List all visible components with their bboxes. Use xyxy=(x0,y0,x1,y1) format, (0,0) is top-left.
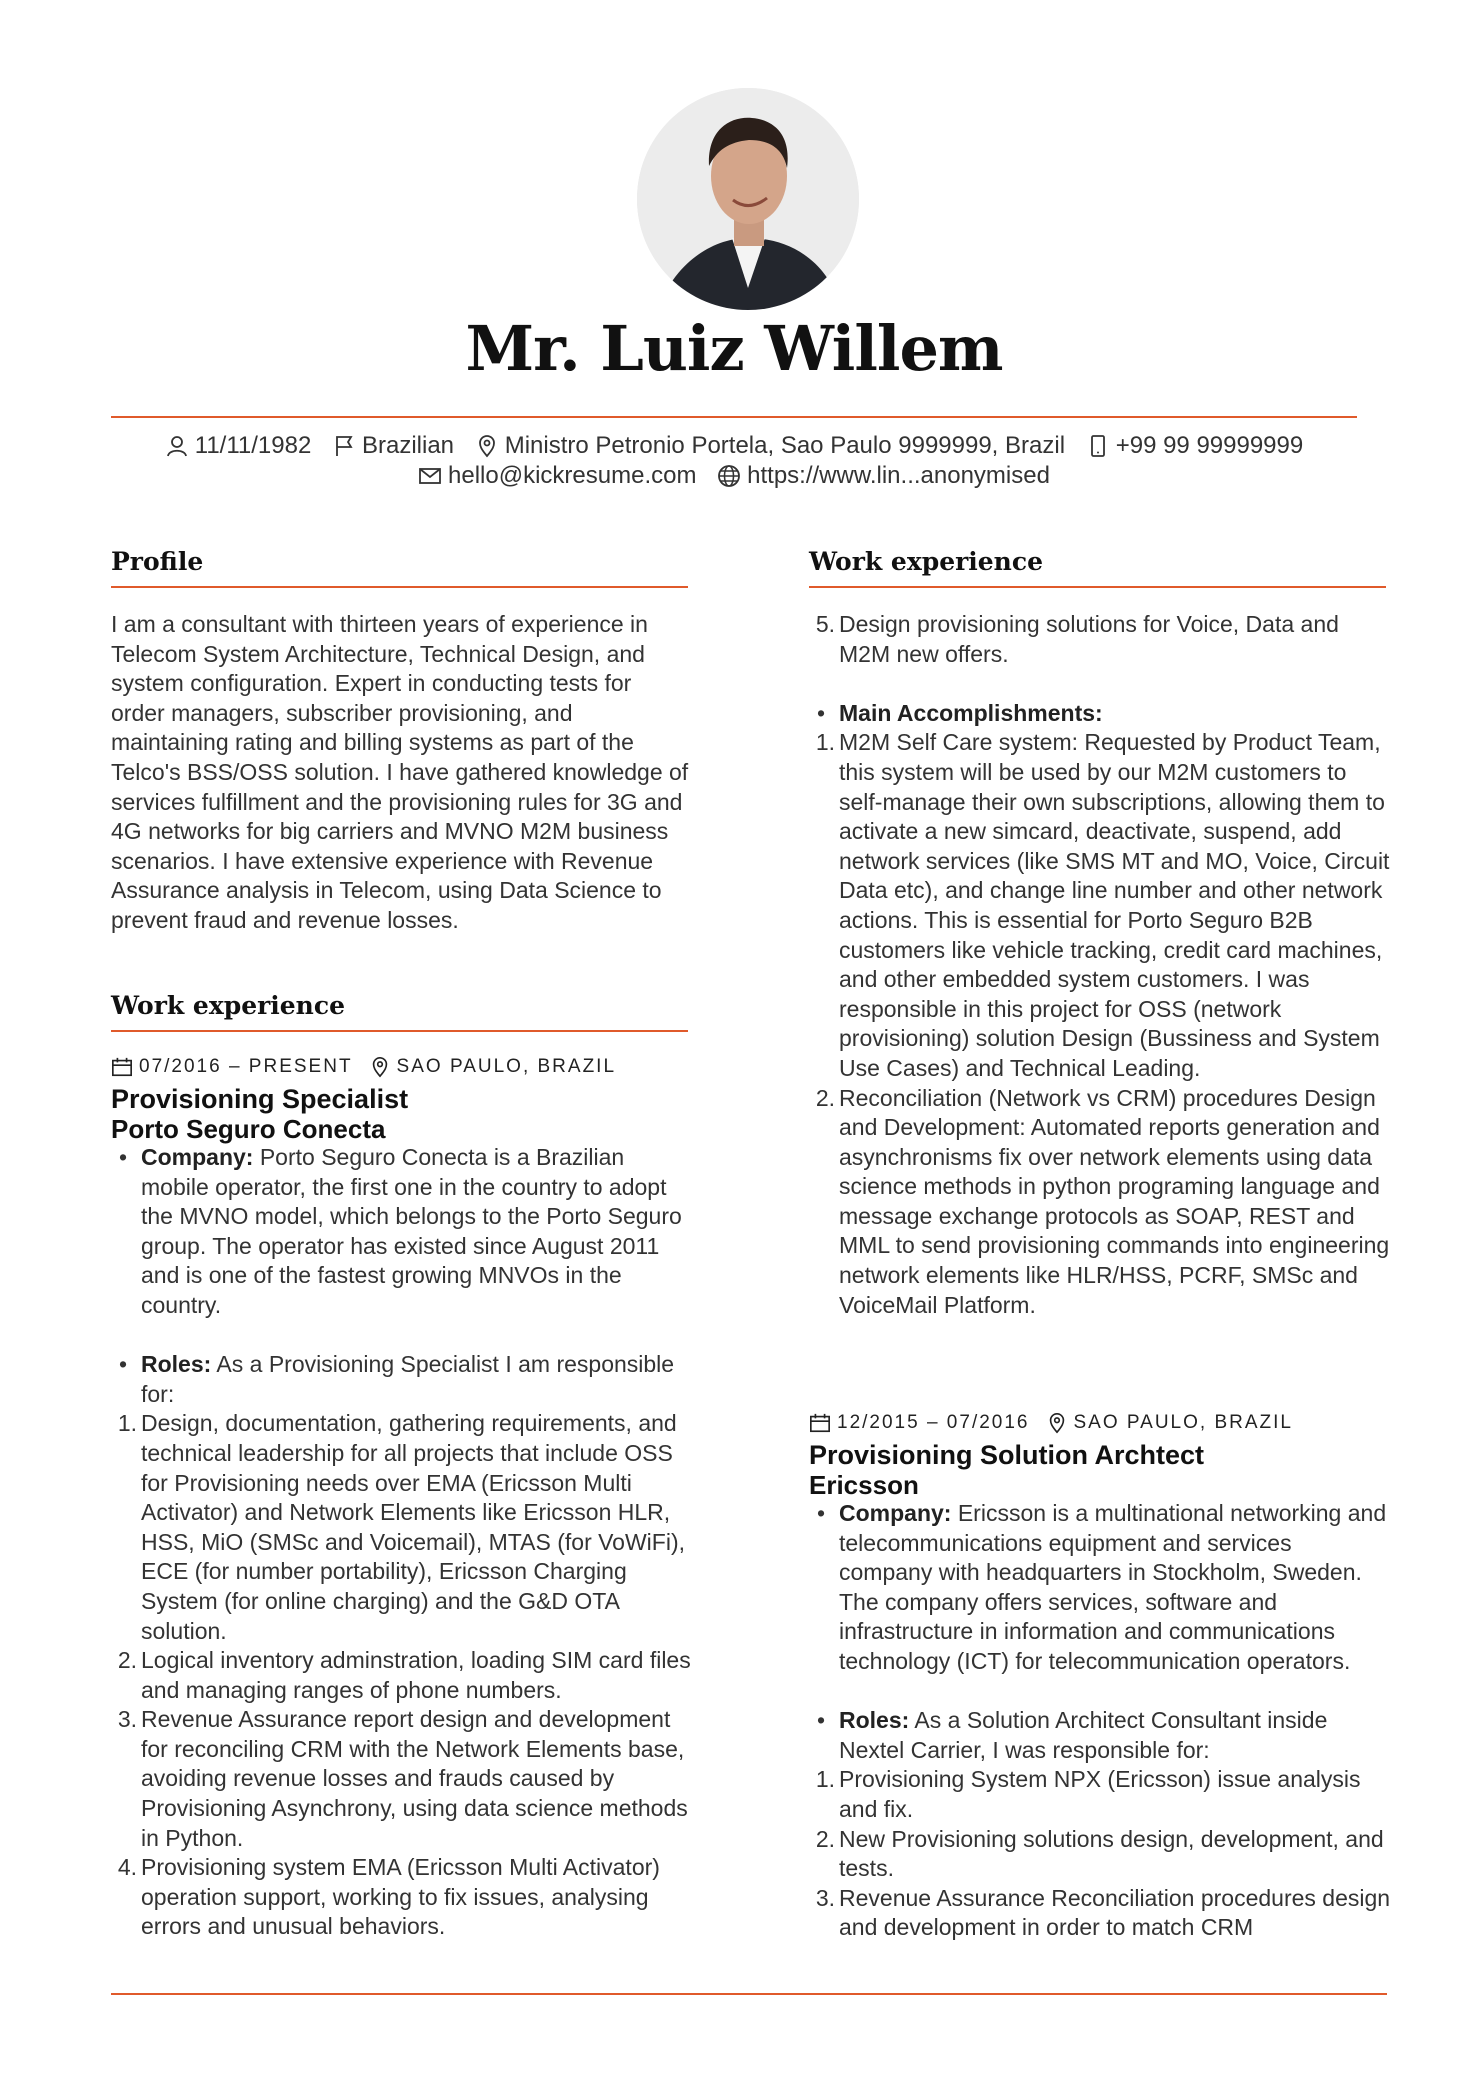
profile-heading: Profile xyxy=(111,547,204,576)
website-link[interactable]: https://www.lin...anonymised xyxy=(747,462,1050,489)
list-item: 5. Design provisioning solutions for Voice, Data and M2M new offers. xyxy=(815,611,1339,667)
email-item[interactable] xyxy=(418,462,696,490)
list-item: 1. Design, documentation, gathering requirements, and technical leadership for all projects that include OSS for Provisioning needs over EMA (Ericsson Multi Activator) and Network Elements like Ericsson HLR, HSS, MiO (SMSc and Voicemail), MTAS (for VoWiFi), ECE (for number portability), Ericsson Charging System (for online charging) and the G&D OTA solution. xyxy=(117,1410,686,1644)
website-item[interactable] xyxy=(717,462,1050,490)
accomplishments-label: Main Accomplishments: xyxy=(839,699,1103,726)
work-divider-right xyxy=(809,586,1386,588)
job2-title: Provisioning Solution Archtect xyxy=(809,1440,1205,1470)
footer-divider xyxy=(111,1993,1387,1995)
flag-icon xyxy=(332,434,356,458)
nationality-text: Brazilian xyxy=(361,432,455,459)
contact-row-2 xyxy=(0,462,1468,495)
job2-dates: 12/2015 – 07/2016 xyxy=(837,1412,1030,1433)
list-item: 3. Revenue Assurance report design and development for reconciling CRM with the Network Elements base, avoiding revenue losses and frauds caused by Provisioning Asynchrony, using data science methods in Python. xyxy=(117,1706,688,1851)
list-item: • Roles: As a Solution Architect Consultant inside Nextel Carrier, I was responsible for: xyxy=(816,1707,1328,1763)
roles-description: As a Provisioning Specialist I am responsible for: xyxy=(141,1351,675,1407)
roles-description: As a Solution Architect Consultant inside Nextel Carrier, I was responsible for: xyxy=(839,1707,1328,1763)
job1-continued xyxy=(809,610,1391,1320)
location-pin-icon xyxy=(475,434,499,458)
company-description: Ericsson is a multinational networking and telecommunications equipment and services company with headquarters in Stockholm, Sweden. The company offers services, software and infrastructure in information and communications technology (ICT) for telecommunication operators. xyxy=(839,1500,1387,1674)
globe-icon xyxy=(717,464,741,488)
list-item: • Company: Porto Seguro Conecta is a Brazilian mobile operator, the first one in the country to adopt the MVNO model, which belongs to the Porto Seguro group. The operator has existed since August 2011 and is one of the fastest growing MNVOs in the country. xyxy=(118,1144,682,1318)
location-pin-icon xyxy=(369,1056,391,1078)
full-name: Mr. Luiz Willem xyxy=(465,312,1003,385)
company-label: Company: xyxy=(839,1500,952,1526)
list-item: • Main Accomplishments: xyxy=(816,699,1103,726)
job2-meta xyxy=(809,1412,1293,1434)
profile-photo xyxy=(637,88,859,310)
job1-company: Porto Seguro Conecta xyxy=(111,1114,386,1144)
company-label: Company: xyxy=(141,1144,254,1170)
calendar-icon xyxy=(809,1412,831,1434)
job1-dates: 07/2016 – PRESENT xyxy=(139,1056,353,1077)
profile-divider xyxy=(111,586,688,588)
phone-item xyxy=(1086,432,1304,460)
list-item: 1. M2M Self Care system: Requested by Product Team, this system will be used by our M2M customers to self-manage their own subscriptions, allowing them to activate a new simcard, deactivate, suspend, add network services (like SMS MT and MO, Voice, Circuit Data etc), and change line number and other network actions. This is essential for Porto Seguro B2B customers like vehicle tracking, credit card machines, and other embedded system customers. I was responsible in this project for OSS (network provisioning) solution Design (Bussiness and System Use Cases) and Technical Leading. xyxy=(815,729,1390,1081)
work-experience-heading-left: Work experience xyxy=(111,991,345,1020)
list-item: 3. Revenue Assurance Reconciliation procedures design and development in order to match CRM xyxy=(815,1884,1391,1941)
birthdate-text: 11/11/1982 xyxy=(194,432,312,459)
email-link[interactable]: hello@kickresume.com xyxy=(448,462,697,489)
location-pin-icon xyxy=(1046,1412,1068,1434)
job1-meta xyxy=(111,1056,616,1078)
address-text: Ministro Petronio Portela, Sao Paulo 9999999, Brazil xyxy=(504,432,1066,459)
company-description: Porto Seguro Conecta is a Brazilian mobile operator, the first one in the country to adopt the MVNO model, which belongs to the Porto Seguro group. The operator has existed since August 2011 and is one of the fastest growing MNVOs in the country. xyxy=(141,1144,682,1318)
job2-location: SAO PAULO, BRAZIL xyxy=(1073,1412,1293,1433)
list-item: • Company: Ericsson is a multinational networking and telecommunications equipment and services company with headquarters in Stockholm, Sweden. The company offers services, software and infrastructure in information and communications technology (ICT) for telecommunication operators. xyxy=(816,1500,1387,1674)
roles-label: Roles: xyxy=(141,1351,212,1378)
list-item: • Roles: As a Provisioning Specialist I am responsible for: xyxy=(118,1351,675,1407)
list-item: 2. Logical inventory adminstration, loading SIM card files and managing ranges of phone numbers. xyxy=(117,1647,691,1703)
envelope-icon xyxy=(418,464,442,488)
person-icon xyxy=(165,434,189,458)
birthdate-item xyxy=(165,432,312,460)
profile-text: I am a consultant with thirteen years of experience in Telecom System Architecture, Technical Design, and system configuration. Expert in conducting tests for order managers, subscriber provisioning, and maintaining rating and billing systems as part of the Telco's BSS/OSS solution. I have gathered knowledge of services fulfillment and the provisioning rules for 3G and 4G networks for big carriers and MVNO M2M business scenarios. I have extensive experience with Revenue Assurance analysis in Telecom, using Data Science to prevent fraud and revenue losses. xyxy=(111,611,689,933)
avatar xyxy=(637,88,859,310)
work-experience-heading-right: Work experience xyxy=(809,547,1043,576)
list-item: 2. Reconciliation (Network vs CRM) procedures Design and Development: Automated reports generation and asynchronisms fix over network elements using data science methods in python programing language and message exchange protocols as SOAP, REST and MML to send provisioning commands into engineering network elements like HLR/HSS, PCRF, SMSc and VoiceMail Platform. xyxy=(815,1084,1390,1318)
phone-icon xyxy=(1086,434,1110,458)
list-item: 1. Provisioning System NPX (Ericsson) issue analysis and fix. xyxy=(815,1766,1361,1822)
nationality-item xyxy=(332,432,454,460)
job1-title: Provisioning Specialist xyxy=(111,1084,409,1114)
job1-details xyxy=(111,1143,691,1942)
work-divider-left xyxy=(111,1030,688,1032)
phone-text: +99 99 99999999 xyxy=(1115,432,1304,459)
list-item: 2. New Provisioning solutions design, development, and tests. xyxy=(815,1825,1384,1882)
job2-details xyxy=(809,1499,1391,1943)
contact-row-1 xyxy=(0,432,1468,465)
header-divider xyxy=(111,416,1357,418)
calendar-icon xyxy=(111,1056,133,1078)
job2-company: Ericsson xyxy=(809,1470,919,1500)
address-item xyxy=(475,432,1065,460)
list-item: 4. Provisioning system EMA (Ericsson Multi Activator) operation support, working to fix issues, analysing errors and unusual behaviors. xyxy=(117,1854,660,1940)
roles-label: Roles: xyxy=(839,1707,910,1734)
job1-location: SAO PAULO, BRAZIL xyxy=(396,1056,617,1077)
